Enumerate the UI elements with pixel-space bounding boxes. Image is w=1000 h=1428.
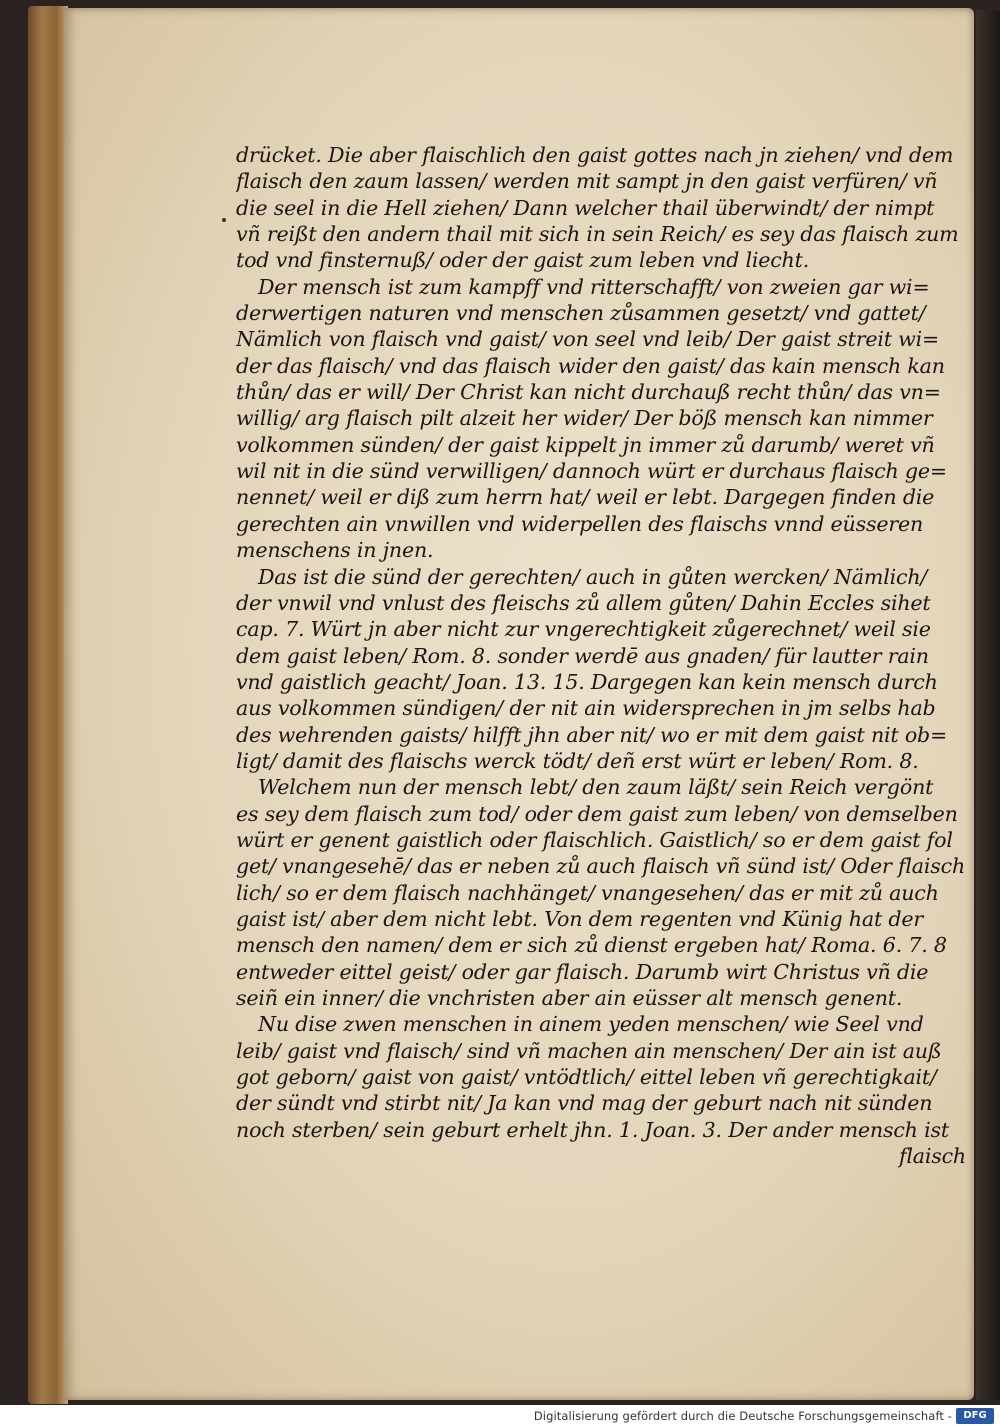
text-line: der vnwil vnd vnlust des fleischs zů allem gůten/ Dahin Eccles sihet	[236, 590, 931, 615]
text-line: menschens in jnen.	[236, 538, 434, 563]
book-spine	[28, 6, 68, 1404]
text-line: nennet/ weil er diß zum herrn hat/ weil er lebt. Dargegen finden die	[236, 485, 935, 510]
text-line: volkommen sünden/ der gaist kippelt jn immer zů darumb/ weret vñ	[236, 432, 935, 457]
ink-mark	[222, 218, 226, 222]
footer-credit: Digitalisierung gefördert durch die Deutsche Forschungsgemeinschaft -	[533, 1409, 952, 1423]
text-line: entweder eittel geist/ oder gar flaisch. Darumb wirt Christus vñ die	[236, 959, 929, 984]
footer-bar	[0, 1405, 1000, 1428]
text-line: drücket. Die aber flaischlich den gaist gottes nach jn ziehen/ vnd dem	[236, 143, 954, 167]
text-line: es sey dem flaisch zum tod/ oder dem gaist zum leben/ von demselben	[236, 801, 958, 826]
text-line: seiñ ein inner/ die vnchristen aber ain eüsser alt mensch genent.	[236, 986, 903, 1010]
text-line: thůn/ das er will/ Der Christ kan nicht durchauß recht thůn/ das vn=	[236, 380, 941, 405]
catchword: flaisch	[898, 1144, 966, 1169]
text-line: Das ist die sünd der gerechten/ auch in gůten wercken/ Nämlich/	[258, 564, 928, 589]
text-line: leib/ gaist vnd flaisch/ sind vñ machen ain menschen/ Der ain ist auß	[236, 1038, 942, 1063]
text-line: wil nit in die sünd verwilligen/ dannoch würt er durchaus flaisch ge=	[236, 459, 947, 484]
text-line: vnd gaistlich geacht/ Joan. 13. 15. Dargegen kan kein mensch durch	[236, 669, 938, 694]
text-line: mensch den namen/ dem er sich zů dienst ergeben hat/ Roma. 6. 7. 8	[236, 933, 947, 958]
text-line: Der mensch ist zum kampff vnd ritterschafft/ von zweien gar wi=	[258, 274, 930, 299]
text-line: würt er genent gaistlich oder flaischlich. Gaistlich/ so er dem gaist fol	[236, 827, 953, 852]
text-line: gaist ist/ aber dem nicht lebt. Von dem regenten vnd Künig hat der	[236, 906, 923, 931]
dfg-logo: DFG	[956, 1408, 994, 1424]
text-line: vñ reißt den andern thail mit sich in sein Reich/ es sey das flaisch zum	[236, 222, 959, 247]
text-line: der das flaisch/ vnd das flaisch wider den gaist/ das kain mensch kan	[236, 353, 945, 378]
text-line: ligt/ damit des flaischs werck tödt/ deñ erst würt er leben/ Rom. 8.	[236, 748, 919, 773]
text-line: des wehrenden gaists/ hilfft jhn aber nit/ wo er mit dem gaist nit ob=	[236, 722, 948, 747]
text-line: die seel in die Hell ziehen/ Dann welcher thail überwindt/ der nimpt	[236, 195, 935, 220]
text-line: willig/ arg flaisch pilt alzeit her wider/ Der böß mensch kan nimmer	[236, 406, 933, 431]
text-line: lich/ so er dem flaisch nachhänget/ vnangesehen/ das er mit zů auch	[236, 880, 939, 905]
text-line: noch sterben/ sein geburt erhelt jhn. 1. Joan. 3. Der ander mensch ist	[236, 1117, 949, 1142]
text-line: dem gaist leben/ Rom. 8. sonder werdē aus gnaden/ für lautter rain	[236, 643, 929, 668]
text-line: Nu dise zwen menschen in ainem yeden menschen/ wie Seel vnd	[258, 1012, 924, 1037]
text-line: der sündt vnd stirbt nit/ Ja kan vnd mag der geburt nach nit sünden	[236, 1091, 933, 1116]
text-line: flaisch den zaum lassen/ werden mit sampt jn den gaist verfüren/ vñ	[236, 169, 938, 194]
text-line: tod vnd finsternuß/ oder der gaist zum leben vnd liecht.	[236, 248, 810, 273]
text-line: Nämlich von flaisch vnd gaist/ von seel vnd leib/ Der gaist streit wi=	[236, 327, 940, 352]
text-line: got geborn/ gaist von gaist/ vntödtlich/ eittel leben vñ gerechtigkait/	[236, 1065, 937, 1090]
page-edge-shadow	[976, 10, 1000, 1400]
page-body-text	[236, 142, 966, 1169]
text-line: cap. 7. Würt jn aber nicht zur vngerechtigkeit zůgerechnet/ weil sie	[236, 617, 931, 642]
text-line: aus volkommen sündigen/ der nit ain widersprechen in jm selbs hab	[236, 696, 936, 721]
text-line: Welchem nun der mensch lebt/ den zaum läßt/ sein Reich vergönt	[258, 775, 934, 800]
text-line: get/ vnangesehē/ das er neben zů auch flaisch vñ sünd ist/ Oder flaisch	[236, 854, 966, 879]
text-line: gerechten ain vnwillen vnd widerpellen des flaischs vnnd eüsseren	[236, 511, 924, 536]
text-line: derwertigen naturen vnd menschen zůsammen gesetzt/ vnd gattet/	[236, 301, 926, 326]
